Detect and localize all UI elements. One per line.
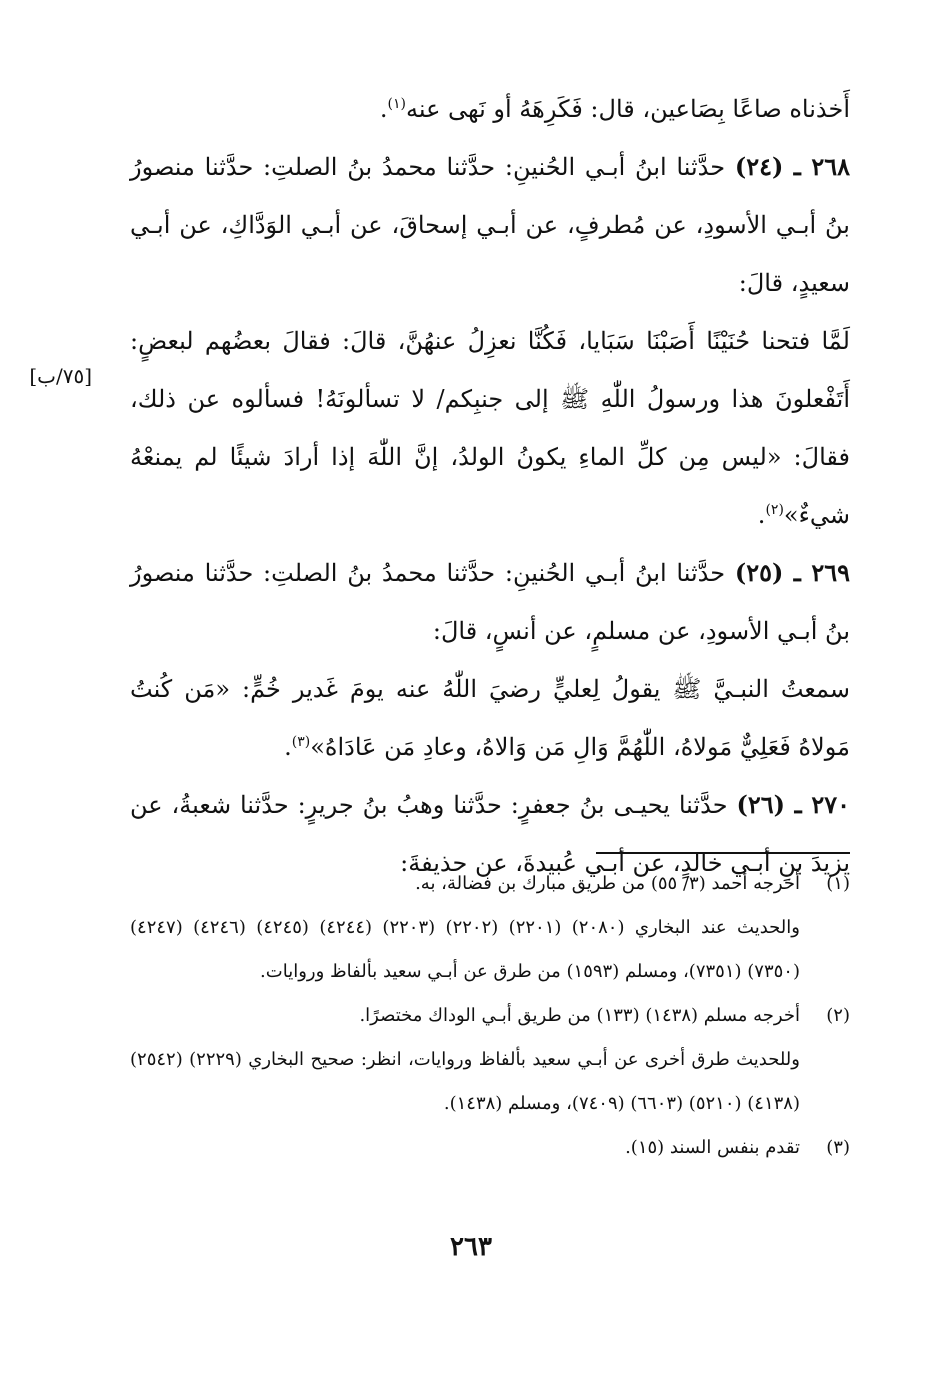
footnote-body	[130, 862, 800, 994]
hadith-268-isnad	[130, 138, 850, 312]
sentence-end: .	[379, 95, 388, 123]
footnote-3	[130, 1126, 850, 1170]
footnote-2	[130, 994, 850, 1126]
footnote-separator	[596, 852, 850, 854]
footnote-paragraph: وللحديث طرق أخرى عن أبـي سعيد بألفاظ وروايات، انظر: صحيح البخاري (٢٢٢٩) (٢٥٤٢) (٤١٣٨) (٥٢١٠) (٦٦٠٣) (٧٤٠٩)، ومسلم (١٤٣٨).	[130, 1049, 800, 1114]
footnote-paragraph: تقدم بنفس السند (١٥).	[625, 1137, 800, 1158]
folio-marker: [٧٥/ب]	[29, 364, 92, 388]
footnote-paragraph: والحديث عند البخاري (٢٠٨٠) (٢٢٠١) (٢٢٠٢) (٢٢٠٣) (٤٢٤٤) (٤٢٤٥) (٤٢٤٦) (٤٢٤٧) (٧٣٥٠) (٧٣٥١)، ومسلم (١٥٩٣) من طرق عن أبـي سعيد بألفاظ وروايات.	[130, 917, 800, 982]
hadith-269-isnad	[130, 544, 850, 660]
footnote-ref-2[interactable]: (٢)	[765, 502, 784, 518]
footnote-paragraph: أخرجه مسلم (١٤٣٨) (١٣٣) من طريق أبـي الوداك مختصرًا.	[359, 1005, 800, 1026]
footnote-body	[130, 1126, 800, 1170]
hadith-268-chain: حدَّثنا ابنُ أبـي الحُنينِ: حدَّثنا محمدُ بنُ الصلتِ: حدَّثنا منصورُ بنُ أبـي الأسودِ، عن مُطرفٍ، عن أبـي إسحاقَ، عن أبـي الوَدَّاكِ، عن أبـي سعيدٍ، قالَ:	[130, 153, 850, 297]
footnote-body	[130, 994, 800, 1126]
footnote-ref-1[interactable]: (١)	[387, 96, 406, 112]
page-number: ٢٦٣	[450, 1232, 492, 1262]
footnotes	[130, 862, 850, 1170]
footnote-ref-3[interactable]: (٣)	[291, 734, 311, 750]
hadith-number-268: ٢٦٨ ـ (٢٤)	[734, 152, 850, 181]
hadith-269-chain: حدَّثنا ابنُ أبـي الحُنينِ: حدَّثنا محمدُ بنُ الصلتِ: حدَّثنا منصورُ بنُ أبـي الأسودِ، عن مسلمٍ، عن أنسٍ، قالَ:	[130, 559, 850, 645]
footnote-1	[130, 862, 850, 994]
sentence-end: .	[757, 501, 766, 529]
continuation-line	[130, 80, 850, 138]
footnote-number: (٢)	[826, 1005, 850, 1026]
hadith-268-matn	[130, 312, 850, 544]
hadith-268-text: لَمَّا فتحنا حُنَيْنًا أَصَبْنَا سَبَايا، فَكُنَّا نعزِلُ عنهُنَّ، قالَ: فقالَ بعضُهم لبعضٍ: أَتَفْعلونَ هذا ورسولُ اللّٰهِ ﷺ إلى جنبِكم/ لا تسألونَهُ! فسألوه عن ذلك، فقالَ: «ليس مِن كلِّ الماءِ يكونُ الولدُ، إنَّ اللّٰهَ إذا أرادَ شيئًا لم يمنعْهُ شيءٌ»	[130, 327, 851, 529]
footnote-number: (١)	[826, 873, 850, 894]
footnote-paragraph: أخرجه أحمد (٣/ ٥٥) من طريق مبارك بن فضالة، به.	[415, 873, 800, 894]
hadith-269-matn	[130, 660, 850, 776]
main-text	[130, 80, 850, 892]
continuation-text: أَخذناه صاعًا بِصَاعين، قال: فَكَرِهَهُ أو نَهى عنه	[405, 95, 850, 123]
hadith-number-269: ٢٦٩ ـ (٢٥)	[734, 558, 850, 587]
hadith-270-chain: حدَّثنا يحيـى بنُ جعفرٍ: حدَّثنا وهبُ بنُ جريرٍ: حدَّثنا شعبةُ، عن يزيدَ بنِ أبـي خالدٍ، عن أبـي عُبيدةَ، عن حذيفةَ:	[130, 791, 850, 877]
hadith-number-270: ٢٧٠ ـ (٢٦)	[736, 790, 850, 819]
sentence-end: .	[284, 733, 292, 761]
footnote-number: (٣)	[826, 1137, 850, 1158]
hadith-269-text: سمعتُ النبـيَّ ﷺ يقولُ لِعليٍّ رضيَ اللّٰهُ عنه يومَ غَدير خُمٍّ: «مَن كُنتُ مَولاهُ فَعَلِيٌّ مَولاهُ، اللّٰهُمَّ وَالِ مَن وَالاهُ، وعادِ مَن عَادَاهُ»	[130, 675, 850, 761]
